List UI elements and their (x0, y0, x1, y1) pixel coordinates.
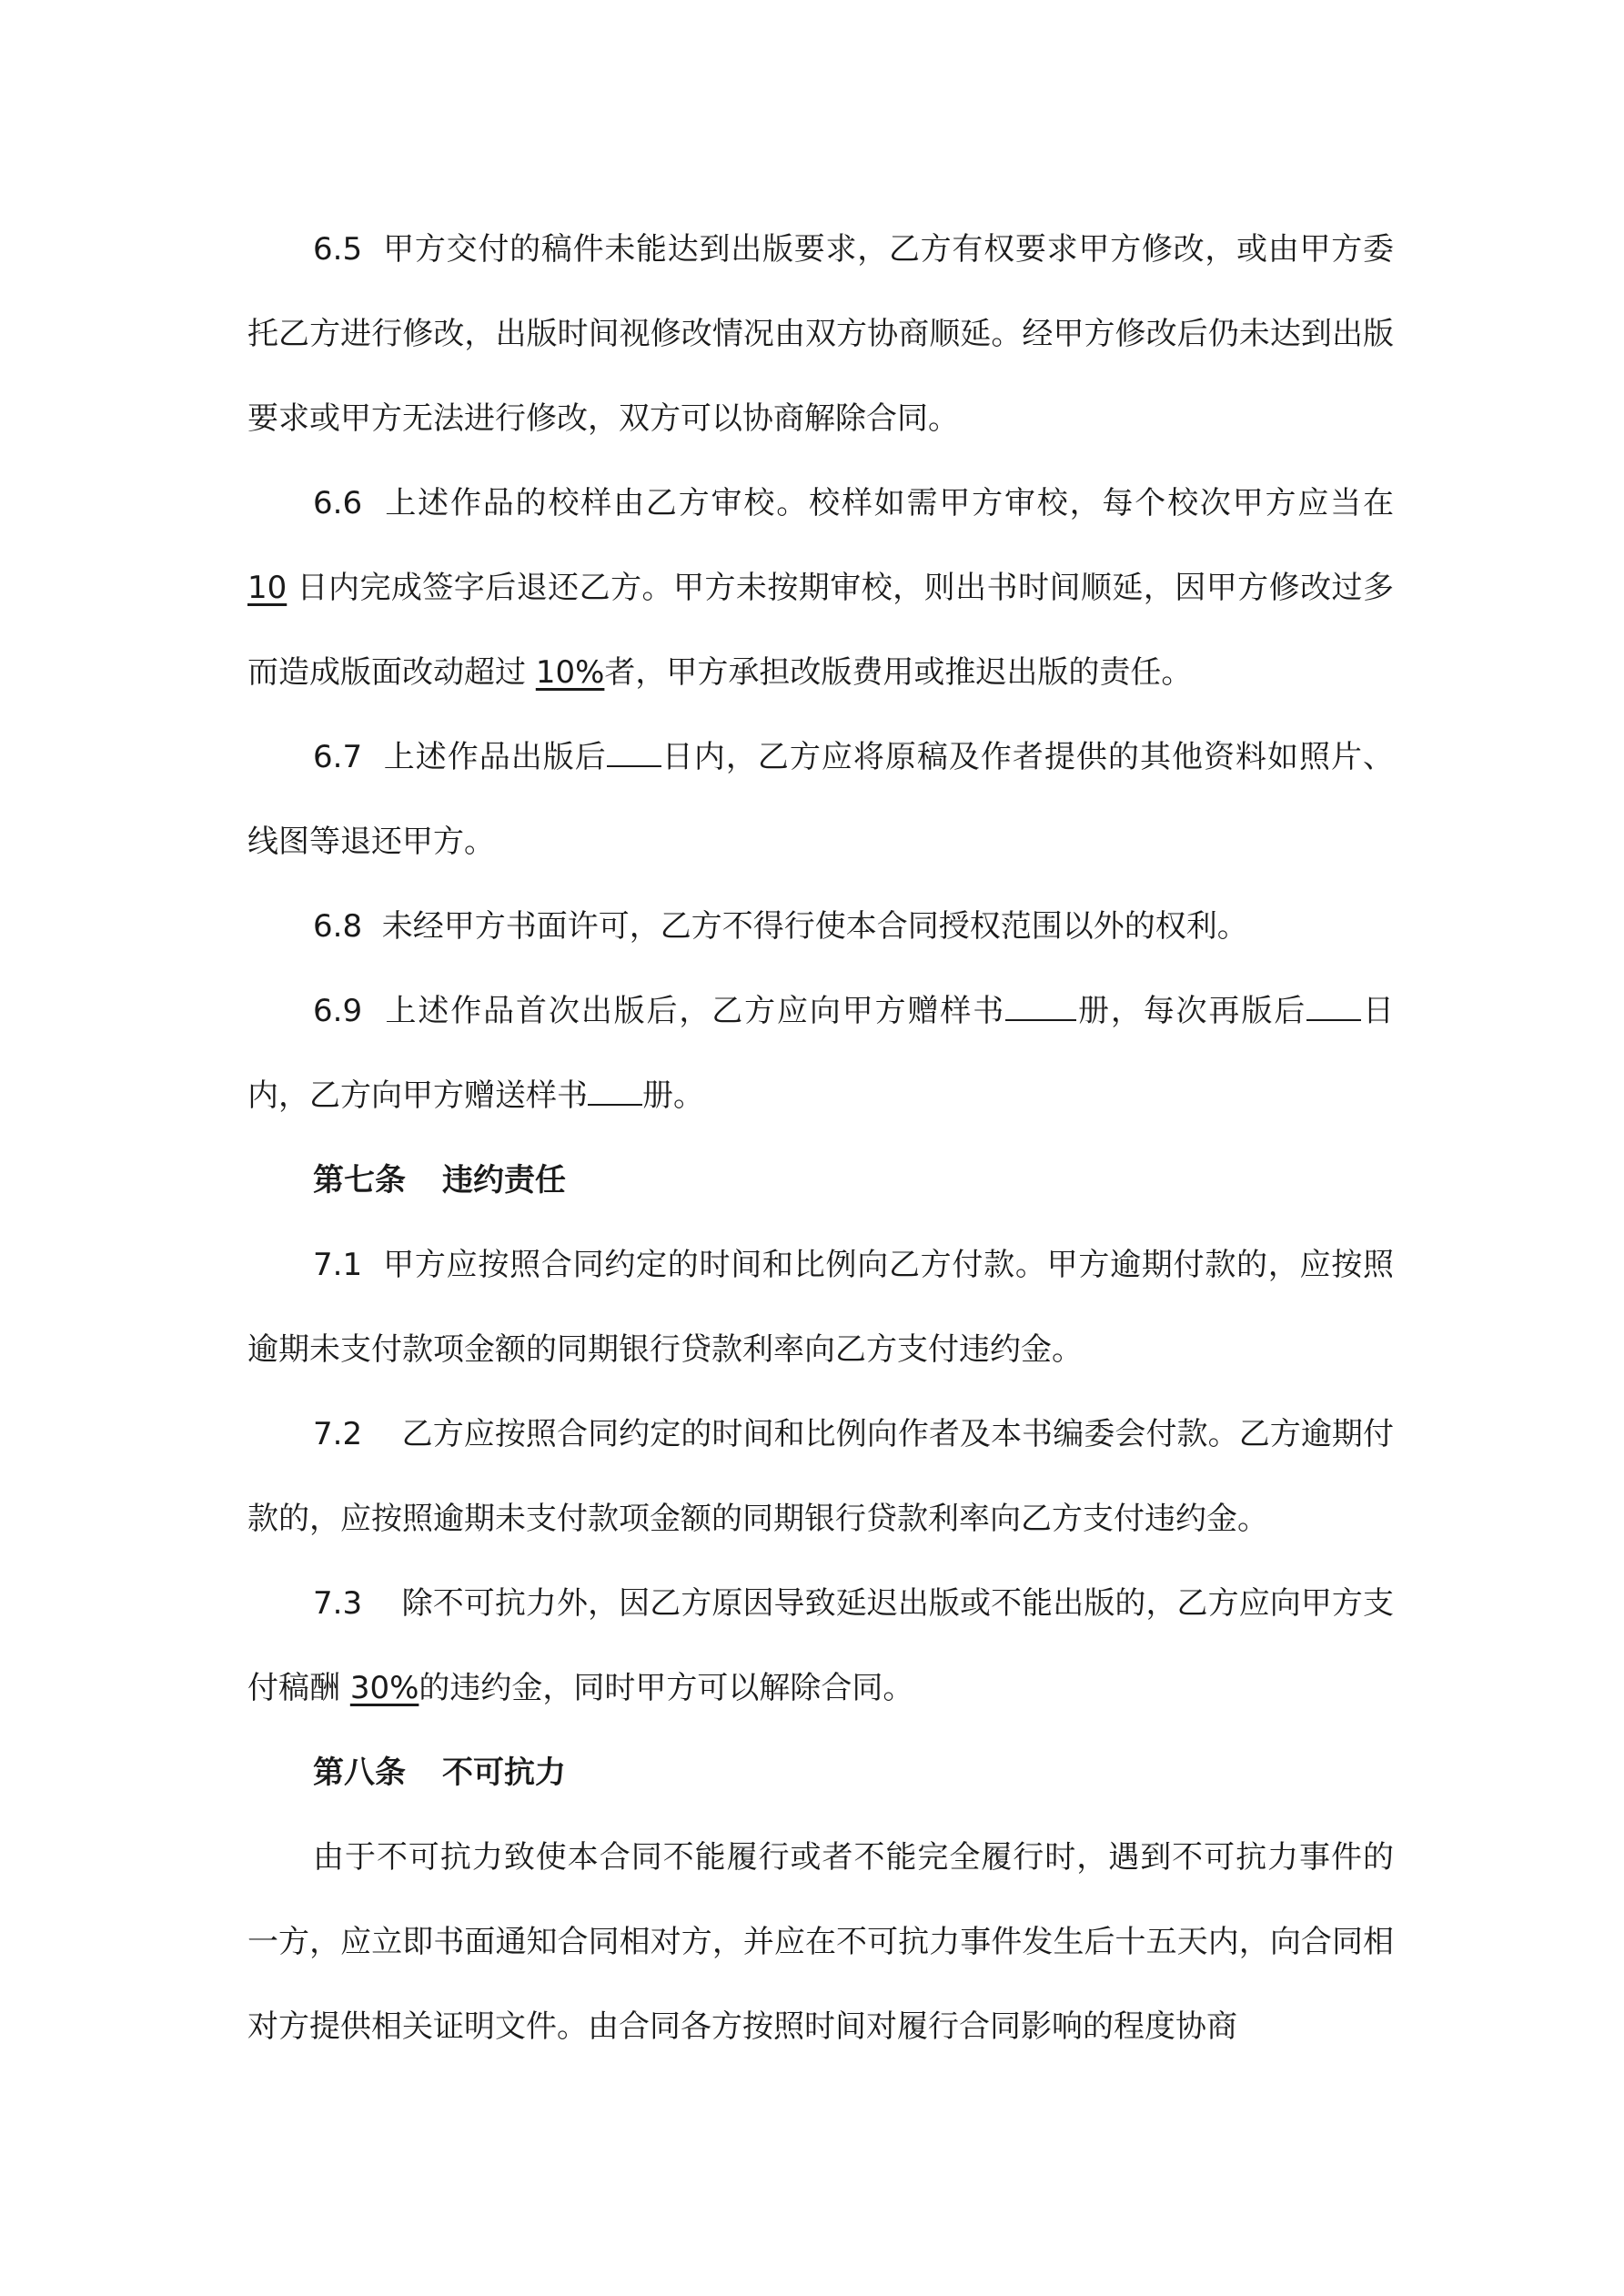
clause-6-8 (247, 885, 1394, 969)
clause-text: 的违约金，同时甲方可以解除合同。 (419, 1670, 914, 1706)
fill-in-blank (1306, 992, 1361, 1021)
clause-6-7 (247, 715, 1394, 885)
clause-text: 册，每次再版后 (1076, 993, 1307, 1029)
clause-6-9 (247, 969, 1394, 1138)
clause-text: 上述作品的校样由乙方审校。校样如需甲方审校，每个校次甲方应当在 (385, 485, 1394, 521)
clause-7-2 (247, 1392, 1394, 1562)
article-number: 第七条 (313, 1162, 406, 1199)
clause-text: 甲方应按照合同约定的时间和比例向乙方付款。甲方逾期付款的，应按照逾期未支付款项金额的同期银行贷款利率向乙方支付违约金。 (247, 1247, 1394, 1368)
fill-in-blank (588, 1077, 642, 1106)
penalty-percent: 30% (349, 1670, 419, 1706)
clause-text: 日内完成签字后退还乙方。甲方未按期审校，则出书时间顺延，因甲方修改过多而造成版面改动超过 (247, 570, 1394, 691)
article-number: 第八条 (313, 1755, 406, 1791)
fill-in-blank (1005, 992, 1076, 1021)
clause-7-3 (247, 1562, 1394, 1731)
clause-number: 7.2 (313, 1416, 363, 1452)
article-title: 违约责任 (442, 1162, 566, 1199)
clause-text: 上述作品出版后 (383, 739, 607, 775)
clause-8-body (247, 1816, 1394, 2069)
clause-number: 6.8 (313, 908, 363, 945)
clause-number: 7.3 (313, 1585, 363, 1622)
layout-change-percent: 10% (535, 654, 605, 691)
clause-text: 乙方应按照合同约定的时间和比例向作者及本书编委会付款。乙方逾期付款的，应按照逾期未支付款项金额的同期银行贷款利率向乙方支付违约金。 (247, 1416, 1395, 1537)
article-title: 不可抗力 (442, 1755, 566, 1791)
clause-text: 除不可抗力外，因乙方原因导致延迟出版或不能出版的，乙方应向甲方支付稿酬 (247, 1585, 1395, 1706)
clause-text: 甲方交付的稿件未能达到出版要求，乙方有权要求甲方修改，或由甲方委托乙方进行修改，出版时间视修改情况由双方协商顺延。经甲方修改后仍未达到出版要求或甲方无法进行修改，双方可以协商解除合同。 (247, 231, 1394, 437)
clause-text: 者，甲方承担改版费用或推迟出版的责任。 (604, 654, 1193, 691)
article-8-heading (247, 1731, 1394, 1816)
clause-text: 未经甲方书面许可，乙方不得行使本合同授权范围以外的权利。 (381, 908, 1248, 945)
clause-text: 由于不可抗力致使本合同不能履行或者不能完全履行时，遇到不可抗力事件的一方，应立即书面通知合同相对方，并应在不可抗力事件发生后十五天内，向合同相对方提供相关证明文件。由合同各方按照时间对履行合同影响的程度协商 (247, 1839, 1394, 2045)
fill-in-blank (607, 738, 661, 767)
clause-number: 6.5 (313, 231, 363, 268)
review-days-value: 10 (247, 570, 287, 606)
clause-text: 日内，乙方应将原稿及作者提供的其他资料如照片、线图等退还甲方。 (247, 739, 1395, 860)
clause-number: 6.7 (313, 739, 363, 775)
clause-number: 6.9 (313, 993, 363, 1029)
clause-number: 6.6 (313, 485, 363, 521)
clause-6-6 (247, 461, 1394, 715)
clause-text: 上述作品首次出版后，乙方应向甲方赠样书 (385, 993, 1006, 1029)
clause-text: 册。 (642, 1077, 704, 1114)
clause-number: 7.1 (313, 1247, 363, 1283)
clause-6-5 (247, 207, 1394, 461)
clause-text: 日内，乙方向甲方赠送样书 (247, 993, 1395, 1114)
clause-7-1 (247, 1223, 1394, 1392)
document-body (247, 207, 1394, 2069)
article-7-heading (247, 1138, 1394, 1223)
